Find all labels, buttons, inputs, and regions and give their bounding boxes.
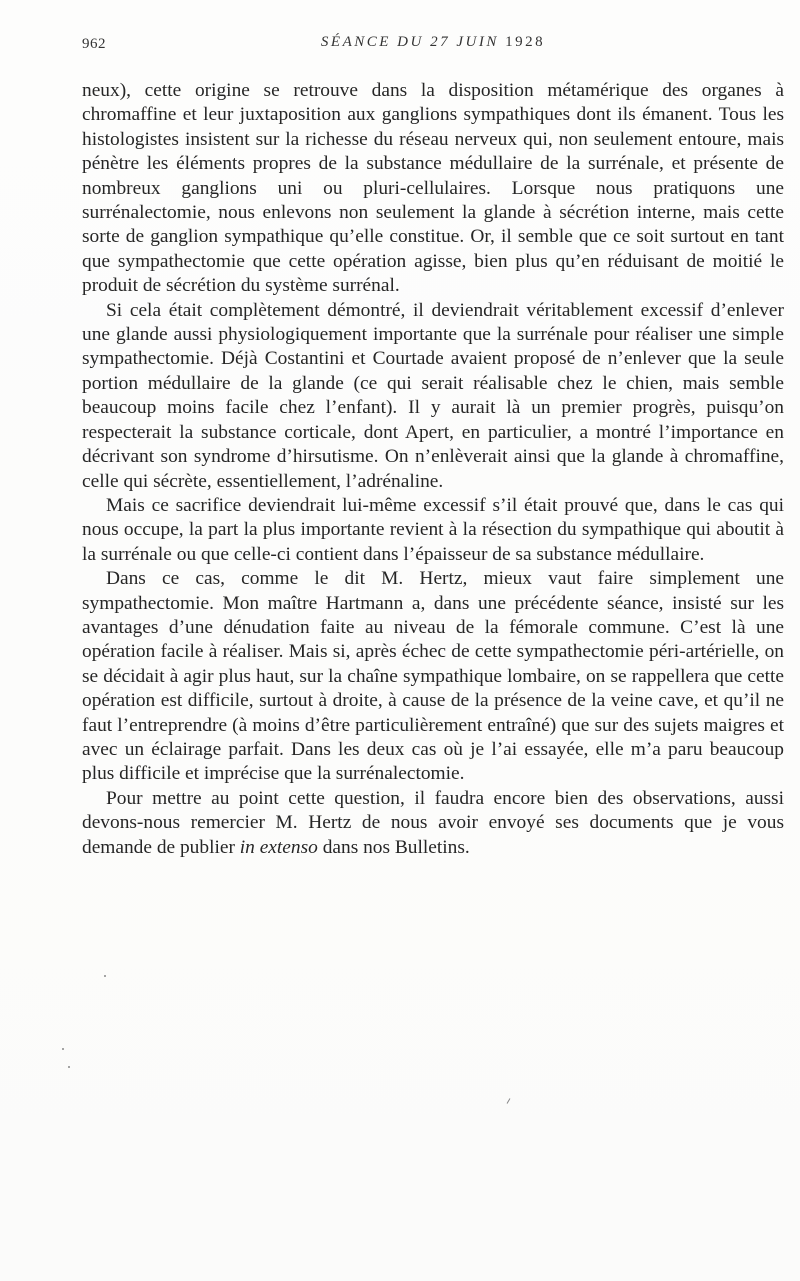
paragraph-3: Mais ce sacrifice deviendrait lui-même excessif s’il était prouvé que, dans le cas qui nous occupe, la part la plus importante revient à la résection du sympathique qui aboutit à la surrénale ou que celle-ci contient dans l’épaisseur de sa substance médullaire. xyxy=(82,494,784,565)
running-title-text: SÉANCE DU 27 JUIN xyxy=(320,34,499,50)
page-number: 962 xyxy=(82,36,106,52)
body-text xyxy=(82,79,784,860)
paragraph-5 xyxy=(82,787,784,860)
scan-speck xyxy=(104,975,106,977)
paragraph-5-text-after: dans nos Bulletins. xyxy=(317,836,470,858)
running-header xyxy=(82,34,784,58)
running-title xyxy=(82,34,784,51)
running-title-year: 1928 xyxy=(505,34,546,50)
scan-speck xyxy=(68,1066,70,1068)
paragraph-4: Dans ce cas, comme le dit M. Hertz, mieux vaut faire simplement une sympathectomie. Mon maître Hartmann a, dans une précédente séance, insisté sur les avantages d’une dénudation faite au niveau de la fémorale commune. C’est là une opération facile à réaliser. Mais si, après échec de cette sympathectomie péri-artérielle, on se décidait à agir plus haut, sur la chaîne sympathique lombaire, on se rappellera que cette opération est difficile, surtout à droite, à cause de la présence de la veine cave, et qu’il ne faut l’entreprendre (à moins d’être particulièrement entraîné) que sur des sujets maigres et avec un éclairage parfait. Dans les deux cas où je l’ai essayée, elle m’a paru beaucoup plus difficile et imprécise que la surrénalectomie. xyxy=(82,568,784,785)
paragraph-2: Si cela était complètement démontré, il deviendrait véritablement excessif d’enlever une glande aussi physiologiquement importante que la surrénale pour réaliser une simple sympathectomie. Déjà Costantini et Courtade avaient proposé de n’enlever que la seule portion médullaire de la glande (ce qui serait réalisable chez le chien, mais semble beaucoup moins facile chez l’enfant). Il y aurait là un premier progrès, puisqu’on respecterait la substance corticale, dont Apert, en particulier, a montré l’importance en décrivant son syndrome d’hirsutisme. On n’enlèverait ainsi que la glande à chromaffine, celle qui sécrète, essentiellement, l’adrénaline. xyxy=(82,299,784,492)
scan-speck xyxy=(507,1098,511,1104)
paragraph-1: neux), cette origine se retrouve dans la disposition métamérique des organes à chromaffine et leur juxtaposition aux ganglions sympathiques dont ils émanent. Tous les histologistes insistent sur la richesse du réseau nerveux qui, non seulement entoure, mais pénètre les éléments propres de la substance médullaire de la surrénale, et présente de nombreux ganglions uni ou pluri-cellulaires. Lorsque nous pratiquons une surrénalectomie, nous enlevons non seulement la glande à sécrétion interne, mais cette sorte de ganglion sympathique qu’elle constitue. Or, il semble que ce soit surtout en tant que sympathectomie que cette opération agisse, bien plus qu’en réduisant de moitié le produit de sécrétion du système surrénal. xyxy=(82,80,784,297)
paragraph-5-italic: in extenso xyxy=(239,836,318,858)
paragraph-5-text-before: Pour mettre au point cette question, il faudra encore bien des observations, aussi devons-nous remercier M. Hertz de nous avoir envoyé ses documents que je vous demande de publier xyxy=(82,787,784,858)
scan-speck xyxy=(62,1048,64,1050)
